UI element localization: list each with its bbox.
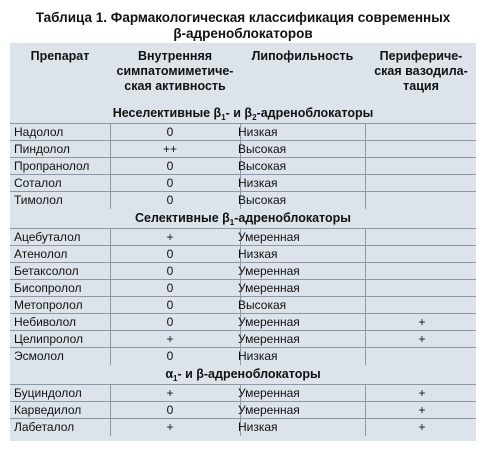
column-divider [365,141,366,158]
lipophilicity-cell: Умеренная [238,281,300,295]
header-drug [10,49,110,64]
table-row [10,296,476,314]
lipophilicity-cell: Низкая [238,247,278,261]
column-divider [110,385,111,402]
column-divider [365,246,366,263]
isa-cell: 0 [166,315,174,329]
table-row [10,245,476,263]
column-divider [365,263,366,280]
isa-cell: + [166,386,174,400]
isa-cell: 0 [166,247,174,261]
header-isa [110,49,240,94]
isa-cell: + [166,230,174,244]
section-sub-b: 2 [252,113,257,122]
header-isa-line-3: ская активность [124,79,226,93]
header-vaso-line-1: Перифериче- [379,49,463,63]
lipophilicity-cell: Низкая [238,349,278,363]
isa-cell: 0 [166,125,174,139]
classification-table [10,43,476,441]
drug-name-cell: Буциндолол [14,386,82,400]
table-row [10,262,476,280]
section-text-c: -адреноблокаторы [256,106,374,120]
header-vasodilation [365,49,477,94]
vasodilation-cell: + [418,403,426,417]
vasodilation-cell: + [418,420,426,434]
column-divider [365,385,366,402]
column-divider [365,175,366,192]
section-text-b: -адреноблокаторы [234,211,351,225]
header-drug-line: Препарат [30,49,90,63]
section-selective [10,209,476,228]
column-divider [110,348,111,365]
column-divider [365,402,366,419]
header-vaso-line-2: ская вазодила- [374,64,468,78]
section-text-a: Селективные β [135,211,230,225]
isa-cell: 0 [166,349,174,363]
lipophilicity-cell: Умеренная [238,264,300,278]
section-sub-a: 1 [221,113,226,122]
column-divider [110,124,111,141]
column-divider [110,314,111,331]
column-divider [110,402,111,419]
header-vaso-line-3: тация [403,79,439,93]
table-row [10,174,476,192]
vasodilation-cell: + [418,332,426,346]
lipophilicity-cell: Высокая [238,298,287,312]
column-divider [365,348,366,365]
drug-name-cell: Бисопролол [14,281,82,295]
column-divider [365,192,366,209]
lipophilicity-cell: Высокая [238,159,287,173]
column-divider [110,263,111,280]
column-divider [110,331,111,348]
table-row [10,123,476,141]
column-divider [110,175,111,192]
column-divider [110,280,111,297]
column-divider [110,419,111,436]
table-row [10,191,476,209]
section-sub-a: 1 [173,374,178,383]
isa-cell: 0 [166,159,174,173]
title-line-2: β-адреноблокаторов [173,26,313,41]
column-divider [110,192,111,209]
drug-name-cell: Пиндолол [14,142,70,156]
table-row [10,279,476,297]
drug-name-cell: Метопролол [14,298,83,312]
drug-name-cell: Лабеталол [14,420,75,434]
section-text-b: - и β [225,106,253,120]
title-line-1: Таблица 1. Фармакологическая классификация современных [35,10,451,25]
lipophilicity-cell: Умеренная [238,403,300,417]
isa-cell: 0 [166,403,174,417]
lipophilicity-cell: Низкая [238,176,278,190]
lipophilicity-cell: Умеренная [238,332,300,346]
column-divider [365,419,366,436]
lipophilicity-cell: Высокая [238,142,287,156]
section-nonselective [10,104,476,123]
section-text-a: α [165,367,174,381]
column-divider [365,314,366,331]
drug-name-cell: Эсмолол [14,349,64,363]
table-row [10,384,476,402]
header-lipophilicity-line: Липофильность [251,49,354,63]
drug-name-cell: Тимолол [14,193,63,207]
drug-name-cell: Небиволол [14,315,76,329]
table-row [10,228,476,246]
drug-name-cell: Атенолол [14,247,68,261]
column-divider [110,246,111,263]
drug-name-cell: Бетаксолол [14,264,79,278]
column-divider [365,124,366,141]
table-row [10,401,476,419]
column-divider [365,280,366,297]
drug-name-cell: Ацебуталол [14,230,81,244]
isa-cell: 0 [166,264,174,278]
lipophilicity-cell: Высокая [238,193,287,207]
lipophilicity-cell: Низкая [238,125,278,139]
lipophilicity-cell: Умеренная [238,386,300,400]
drug-name-cell: Пропранолол [14,159,90,173]
table-row [10,140,476,158]
header-isa-line-2: симпатомиметиче- [116,64,234,78]
column-divider [365,331,366,348]
drug-name-cell: Надолол [14,125,64,139]
isa-cell: 0 [166,298,174,312]
vasodilation-cell: + [418,315,426,329]
header-isa-line-1: Внутренняя [137,49,213,63]
table-title [0,10,486,42]
isa-cell: + [166,332,174,346]
table-row [10,330,476,348]
isa-cell: 0 [166,193,174,207]
isa-cell: ++ [162,142,177,156]
lipophilicity-cell: Умеренная [238,230,300,244]
section-alpha-beta [10,365,476,384]
column-divider [365,297,366,314]
column-divider [365,229,366,246]
section-sub-a: 1 [229,218,235,227]
column-divider [110,297,111,314]
drug-name-cell: Целипролол [14,332,83,346]
vasodilation-cell: + [418,386,426,400]
table-row [10,347,476,365]
table-row [10,313,476,331]
header-lipophilicity [240,49,365,64]
section-text-b: - и β-адреноблокаторы [177,367,321,381]
drug-name-cell: Карведилол [14,403,82,417]
table-row [10,418,476,436]
column-divider [110,158,111,175]
column-divider [110,141,111,158]
lipophilicity-cell: Низкая [238,420,278,434]
column-divider [365,158,366,175]
isa-cell: 0 [166,281,174,295]
lipophilicity-cell: Умеренная [238,315,300,329]
drug-name-cell: Соталол [14,176,62,190]
isa-cell: 0 [166,176,174,190]
table-row [10,157,476,175]
isa-cell: + [166,420,174,434]
column-divider [110,229,111,246]
section-text-a: Неселективные β [112,106,222,120]
